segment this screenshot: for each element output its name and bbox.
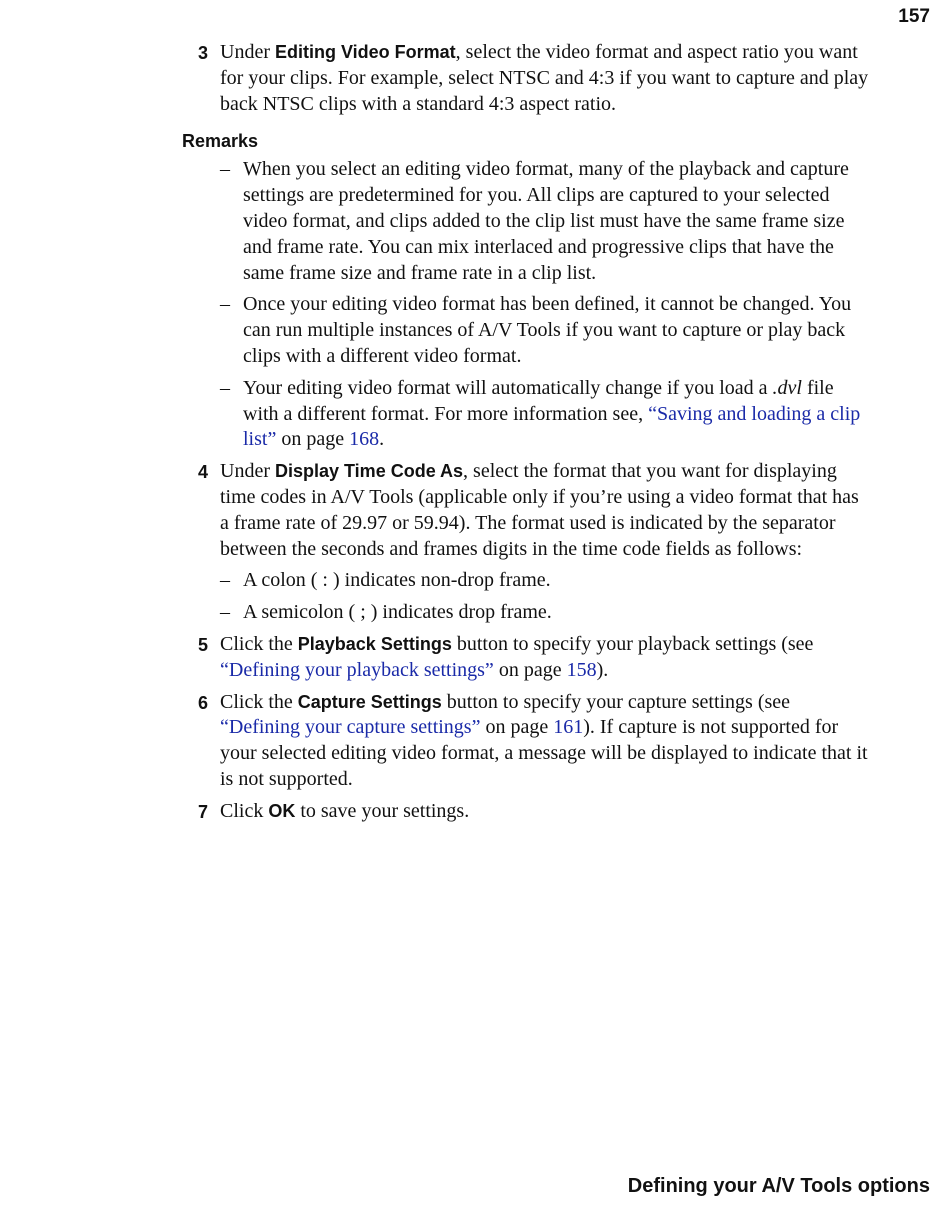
step-number: 5: [198, 634, 209, 655]
step-text: [220, 691, 868, 790]
text: Under: [220, 460, 275, 483]
link-saving-loading-clip-list[interactable]: “Saving and loading a clip list”: [243, 402, 861, 451]
page-link-168[interactable]: 168: [349, 428, 380, 451]
dash-bullet: –: [220, 158, 230, 181]
text: ).: [596, 658, 609, 681]
text: , select the format that you want for displaying time codes in A/V Tools (applicable only if you’re using a video format that has a frame rate of 29.97 or 59.94). The format used is indicated by the separator between the seconds and frames digits in the time code fields as follows:: [220, 460, 859, 560]
ui-term-capture-settings: Capture Settings: [297, 691, 442, 712]
step-text: [220, 800, 469, 822]
text: on page: [480, 716, 554, 739]
text: .: [379, 428, 385, 451]
remark-item: [182, 376, 872, 453]
text: Under: [220, 41, 275, 63]
dash-bullet: –: [220, 376, 230, 399]
ui-term-ok: OK: [268, 800, 296, 821]
sub-item: [182, 600, 872, 626]
text: Your editing video format will automatically change if you load a: [243, 376, 773, 399]
sub-item: [182, 568, 872, 594]
ui-term-playback-settings: Playback Settings: [297, 633, 452, 654]
ui-term-editing-video-format: Editing Video Format: [274, 42, 456, 62]
footer-section-title: Defining your A/V Tools options: [627, 1175, 930, 1197]
text: on page: [493, 658, 567, 681]
step-7: [182, 799, 872, 825]
text: Click: [220, 799, 269, 822]
step-number: 4: [198, 462, 209, 483]
sub-item-text: A colon ( : ) indicates non-drop frame.: [243, 569, 551, 592]
step-text: [220, 41, 868, 115]
dash-bullet: –: [220, 293, 230, 316]
step-number: 7: [198, 801, 209, 822]
text: file with a different format. For more information see,: [243, 376, 834, 425]
remark-item: [182, 157, 872, 286]
remark-text: [243, 377, 860, 451]
page-link-158[interactable]: 158: [566, 658, 597, 681]
link-defining-capture-settings[interactable]: “Defining your capture settings”: [220, 716, 481, 739]
step-6: [182, 690, 872, 793]
remark-item: [182, 292, 872, 369]
ui-term-display-time-code-as: Display Time Code As: [274, 461, 464, 482]
sub-item-text: A semicolon ( ; ) indicates drop frame.: [243, 601, 552, 624]
file-extension: .dvl: [772, 376, 802, 399]
link-defining-playback-settings[interactable]: “Defining your playback settings”: [220, 658, 494, 681]
step-4: [182, 459, 872, 562]
text: Click the: [220, 690, 298, 713]
step-text: [220, 460, 859, 559]
step-text: [220, 633, 813, 681]
remark-text: When you select an editing video format, many of the playback and capture settings are predetermined for you. All clips are captured to your selected video format, and clips added to the clip list must have the same frame size and frame rate. You can mix interlaced and progressive clips that have the same frame size and frame rate in a clip list.: [243, 158, 849, 284]
page-content: [182, 40, 872, 831]
dash-bullet: –: [220, 569, 230, 592]
text: , select the video format and aspect ratio you want for your clips. For example, select NTSC and 4:3 if you want to capture and play back NTSC clips with a standard 4:3 aspect ratio.: [220, 41, 869, 115]
text: to save your settings.: [295, 799, 470, 822]
page-link-161[interactable]: 161: [553, 716, 584, 739]
text: on page: [276, 428, 350, 451]
step-5: [182, 632, 872, 684]
step-3: [182, 40, 872, 117]
text: button to specify your playback settings (see: [451, 632, 814, 655]
step-number: 6: [198, 692, 209, 713]
remark-text: Once your editing video format has been defined, it cannot be changed. You can run multiple instances of A/V Tools if you want to capture or play back clips with a different video format.: [243, 293, 852, 367]
text: button to specify your capture settings (see: [441, 690, 791, 713]
text: ). If capture is not supported for your selected editing video format, a message will be displayed to indicate that it is not supported.: [220, 716, 868, 790]
text: Click the: [220, 632, 298, 655]
dash-bullet: –: [220, 601, 230, 624]
remarks-heading: Remarks: [182, 131, 259, 152]
page-number: 157: [898, 6, 930, 27]
step-number: 3: [198, 43, 209, 63]
